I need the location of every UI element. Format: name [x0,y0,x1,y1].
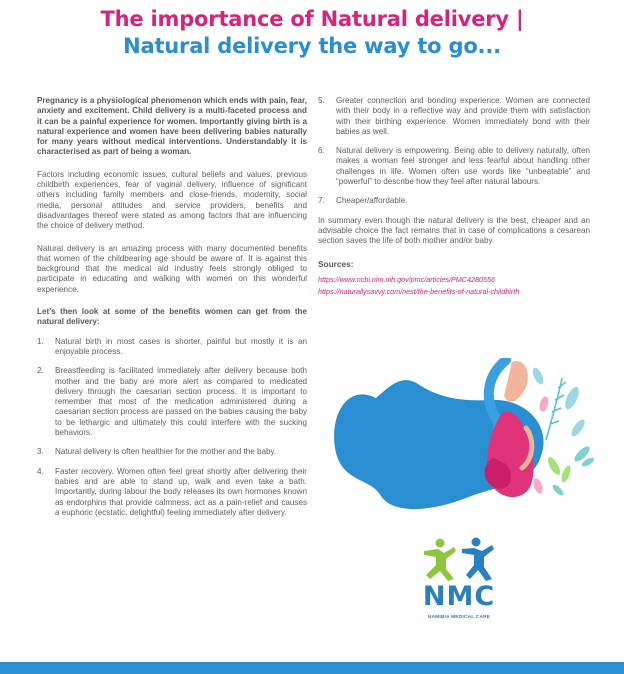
list-number: 3. [37,447,44,457]
sources-heading: Sources: [318,258,354,269]
factors-paragraph: Factors including economic issues, cultural beliefs and values, previous childbirth experiences, fear of vaginal delivery, influence of significant others including family members and close-friends, modernity, social media, personal attitudes and service providers, benefits and disadvantages thereof were stated as among factors that are influencing the choice of delivery method. [37,169,307,231]
list-text: Natural delivery is often healthier for the mother and the baby. [55,447,277,457]
list-item [37,447,307,457]
list-text: Faster recovery. Women often feel great shortly after delivering their babies and are able to stand up, walk and even take a bath. Importantly, during labour the body releases its own hormones known as endorphins that provide calmness, act as a pain-relief and causes a euphoric (ecstatic, delightful) feeling immediately after delivery. [55,466,307,517]
benefits-intro-paragraph: Natural delivery is an amazing process with many documented benefits that women of the childbearing age should be aware of. It is against this background that the medical aid industry feels strongly obliged to participate in educating and walking with women on this wonderful experience. [37,243,307,294]
list-number: 2. [37,366,44,376]
list-text: Breastfeeding is facilitated immediately after delivery because both mother and the baby are more alert as compared to medicated delivery through the caesarian section process. It is important to remember that most of the medication administered during a caesarian section process are passed on the babies causing the baby to be lethargic and ultimately this could interfere with the sucking behaviors. [55,366,307,438]
benefits-list-right [318,96,590,207]
page-header [0,6,624,60]
list-text: Greater connection and bonding experience. Women are connected with their body in a reflective way and provide them with satisfaction with their birthing experience. Women immediately bond with their babies as well. [336,96,590,136]
page-subtitle: Natural delivery the way to go... [123,34,501,58]
list-number: 5. [318,96,325,105]
list-number: 1. [37,336,44,346]
logo-subtitle: NAMIBIA MEDICAL CARE [427,615,491,620]
list-text: Cheaper/affordable. [336,196,408,206]
list-item [37,366,307,438]
source-link-2[interactable]: https://naturallysavvy.com/nest/the-benefits-of-natural-childbirth [318,286,520,296]
list-item [318,196,590,206]
intro-paragraph: Pregnancy is a physiological phenomenon which ends with pain, fear, anxiety and excitement. Child delivery is a multi-faceted process and it can be a painful experience for women. Importantly giving birth is a natural experience and women have been delivering babies naturally for many years without medical interventions. Understandably it is characterised as part of being a woman. [37,96,307,157]
footer-bar [0,662,624,674]
list-text: Natural birth in most cases is shorter, painful but mostly it is an enjoyable process. [55,336,307,356]
nmc-logo-figures [416,535,502,583]
source-link-1[interactable]: https://www.ncbi.nlm.nih.gov/pmc/articles/PMC4280556 [318,274,495,284]
left-column [37,96,307,527]
benefits-list-left [37,337,307,518]
list-item [37,467,307,518]
list-item [37,337,307,358]
nmc-logo [416,535,502,627]
list-number: 4. [37,466,44,476]
benefits-heading: Let’s then look at some of the benefits women can get from the natural delivery: [37,307,307,327]
summary-paragraph: In summary even though the natural delivery is the best, cheaper and an advisable choice the fact remains that in case of complications a cesarean section saves the life of both mother and/or baby. [318,215,590,246]
logo-name: NMC [422,581,496,612]
page-title: The importance of Natural delivery | [100,7,524,31]
list-item [318,146,590,187]
list-number: 7. [318,196,325,206]
right-column [318,96,590,298]
pregnant-woman-illustration [326,358,596,518]
list-text: Natural delivery is empowering. Being able to delivery naturally, often makes a woman feel stronger and less fearful about handling other challenges in life. Women often use words like “unbeatable” and “powerful” to describe how they feel after natural labours. [336,146,590,187]
list-number: 6. [318,146,325,156]
list-item [318,96,590,137]
